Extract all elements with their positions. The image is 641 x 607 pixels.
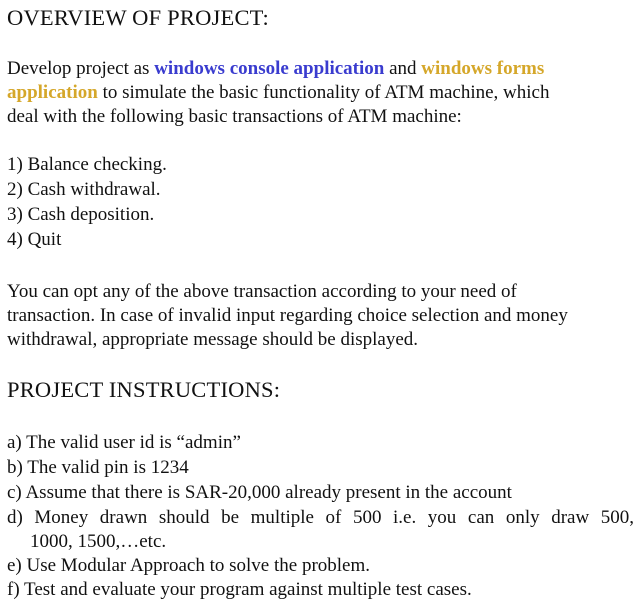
instruction-item-a: a) The valid user id is “admin” xyxy=(7,432,241,453)
intro-line-3: deal with the following basic transactions of ATM machine: xyxy=(7,106,462,127)
transaction-item: 4) Quit xyxy=(7,229,62,250)
instruction-item-f: f) Test and evaluate your program against multiple test cases. xyxy=(7,579,472,600)
note-line: You can opt any of the above transaction according to your need of xyxy=(7,281,517,302)
instruction-item-d: d) Money drawn should be multiple of 500 i.e. you can only draw 500, xyxy=(7,507,634,528)
instructions-heading: PROJECT INSTRUCTIONS: xyxy=(7,377,281,402)
overview-heading: OVERVIEW OF PROJECT: xyxy=(7,5,269,30)
transaction-item: 1) Balance checking. xyxy=(7,154,167,175)
instruction-item-b: b) The valid pin is 1234 xyxy=(7,457,189,478)
intro-and-text: and xyxy=(389,58,417,79)
intro-line-2 xyxy=(7,81,550,105)
transaction-item: 2) Cash withdrawal. xyxy=(7,179,161,200)
instruction-item-d-continued: 1000, 1500,…etc. xyxy=(30,531,167,552)
instruction-item-e: e) Use Modular Approach to solve the problem. xyxy=(7,555,371,576)
note-line: transaction. In case of invalid input regarding choice selection and money xyxy=(7,305,568,326)
forms-app-highlight-1: windows forms xyxy=(421,58,545,79)
forms-app-highlight-2: application xyxy=(7,82,98,103)
transaction-item: 3) Cash deposition. xyxy=(7,204,155,225)
intro-pre-text: Develop project as xyxy=(7,58,150,79)
intro-line-1 xyxy=(7,57,544,81)
intro-post-text: to simulate the basic functionality of ATM machine, which xyxy=(102,82,550,103)
instruction-item-c: c) Assume that there is SAR-20,000 already present in the account xyxy=(7,482,512,503)
note-line: withdrawal, appropriate message should be displayed. xyxy=(7,329,419,350)
console-app-highlight: windows console application xyxy=(154,58,385,79)
